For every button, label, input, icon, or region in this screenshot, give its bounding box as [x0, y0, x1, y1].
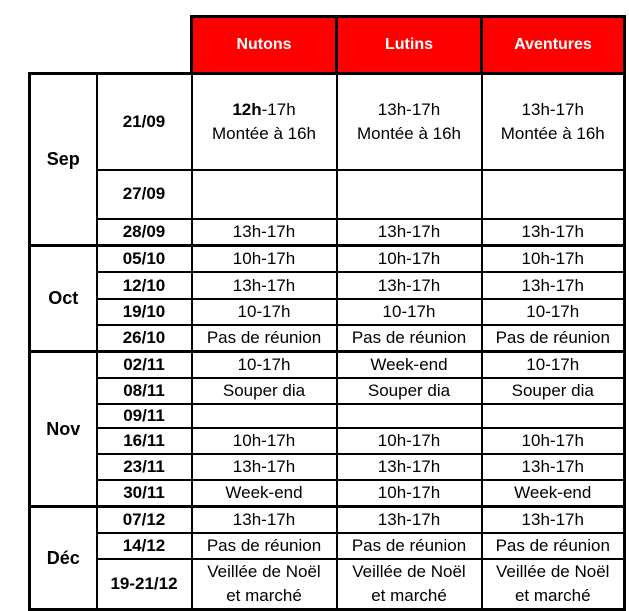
schedule-cell: 13h-17h: [482, 219, 625, 246]
schedule-cell: 13h-17h: [337, 454, 482, 480]
schedule-cell: [192, 170, 337, 219]
schedule-cell: Pas de réunion: [482, 325, 625, 352]
date-cell: 02/11: [97, 352, 192, 379]
event-line: et marché: [226, 586, 302, 605]
schedule-cell: 10-17h: [337, 299, 482, 325]
schedule-cell: 10-17h: [482, 299, 625, 325]
schedule-table: [28, 15, 626, 611]
event-line: Veillée de Noël: [352, 562, 466, 581]
month-cell-dec: Déc: [30, 507, 97, 610]
schedule-cell: 10h-17h: [337, 480, 482, 507]
date-cell: 26/10: [97, 325, 192, 352]
schedule-cell: 13h-17h: [337, 219, 482, 246]
schedule-cell: 13h-17h: [482, 272, 625, 299]
date-cell: 21/09: [97, 74, 192, 170]
table-row: [30, 245, 625, 272]
date-cell: 09/11: [97, 404, 192, 428]
schedule-cell: Pas de réunion: [192, 533, 337, 559]
date-cell: 12/10: [97, 272, 192, 299]
schedule-cell: 10h-17h: [482, 428, 625, 454]
month-cell-sep: Sep: [30, 74, 97, 246]
schedule-cell: 10-17h: [192, 299, 337, 325]
date-cell: 05/10: [97, 245, 192, 272]
schedule-cell: 13h-17h: [337, 272, 482, 299]
table-row: [30, 507, 625, 534]
schedule-cell: 13h-17h: [482, 507, 625, 534]
table-row: [30, 480, 625, 507]
table-row: [30, 299, 625, 325]
time-range: 13h-17h: [377, 99, 441, 119]
schedule-cell: 10h-17h: [337, 245, 482, 272]
schedule-cell: Souper dia: [482, 378, 625, 404]
schedule-cell: [482, 74, 625, 170]
date-cell: 30/11: [97, 480, 192, 507]
schedule-cell: Week-end: [337, 352, 482, 379]
schedule-cell: 13h-17h: [482, 454, 625, 480]
month-cell-oct: Oct: [30, 245, 97, 352]
schedule-cell: [192, 404, 337, 428]
date-cell: 27/09: [97, 170, 192, 219]
schedule-cell: Week-end: [192, 480, 337, 507]
schedule-cell: 13h-17h: [337, 507, 482, 534]
schedule-cell: 13h-17h: [192, 507, 337, 534]
schedule-cell: Pas de réunion: [482, 533, 625, 559]
schedule-cell: [337, 170, 482, 219]
schedule-cell: 10h-17h: [192, 428, 337, 454]
note: Montée à 16h: [500, 123, 605, 143]
schedule-cell: [482, 170, 625, 219]
date-cell: 23/11: [97, 454, 192, 480]
schedule-cell: Pas de réunion: [337, 533, 482, 559]
date-cell: 19-21/12: [97, 559, 192, 610]
date-cell: 08/11: [97, 378, 192, 404]
table-row: [30, 352, 625, 379]
schedule-cell: [337, 74, 482, 170]
table-row: [30, 325, 625, 352]
date-cell: 16/11: [97, 428, 192, 454]
schedule-cell: 13h-17h: [192, 219, 337, 246]
schedule-cell: 10-17h: [192, 352, 337, 379]
event-line: et marché: [514, 586, 591, 605]
table-row: [30, 378, 625, 404]
schedule-cell: [192, 74, 337, 170]
column-header-lutins: Lutins: [337, 17, 482, 74]
table-row: [30, 428, 625, 454]
schedule-cell: Souper dia: [192, 378, 337, 404]
event-line: Veillée de Noël: [496, 562, 610, 581]
schedule-cell: [482, 404, 625, 428]
header-spacer: [30, 17, 192, 74]
schedule-cell: Week-end: [482, 480, 625, 507]
column-header-aventures: Aventures: [482, 17, 625, 74]
table-row: [30, 454, 625, 480]
schedule-cell: 13h-17h: [192, 272, 337, 299]
date-cell: 14/12: [97, 533, 192, 559]
schedule-cell: 10h-17h: [482, 245, 625, 272]
note: Montée à 16h: [357, 123, 461, 143]
date-cell: 28/09: [97, 219, 192, 246]
time-range: 13h-17h: [521, 99, 584, 119]
event-line: et marché: [371, 586, 447, 605]
column-header-nutons: Nutons: [192, 17, 337, 74]
time-range: 12h-17h: [232, 99, 296, 119]
schedule-cell: Pas de réunion: [192, 325, 337, 352]
schedule-cell: 10-17h: [482, 352, 625, 379]
table-row: [30, 272, 625, 299]
header-row: [30, 17, 625, 74]
note: Montée à 16h: [212, 123, 316, 143]
date-cell: 19/10: [97, 299, 192, 325]
table-row: [30, 404, 625, 428]
schedule-cell: 13h-17h: [192, 454, 337, 480]
event-line: Veillée de Noël: [207, 562, 321, 581]
table-row: [30, 533, 625, 559]
table-row: [30, 170, 625, 219]
schedule-cell: 10h-17h: [192, 245, 337, 272]
month-cell-nov: Nov: [30, 352, 97, 507]
table-row: [30, 219, 625, 246]
date-cell: 07/12: [97, 507, 192, 534]
schedule-cell: 10h-17h: [337, 428, 482, 454]
table-row: [30, 74, 625, 170]
schedule-cell: Souper dia: [337, 378, 482, 404]
schedule-cell: Pas de réunion: [337, 325, 482, 352]
schedule-cell: [337, 404, 482, 428]
